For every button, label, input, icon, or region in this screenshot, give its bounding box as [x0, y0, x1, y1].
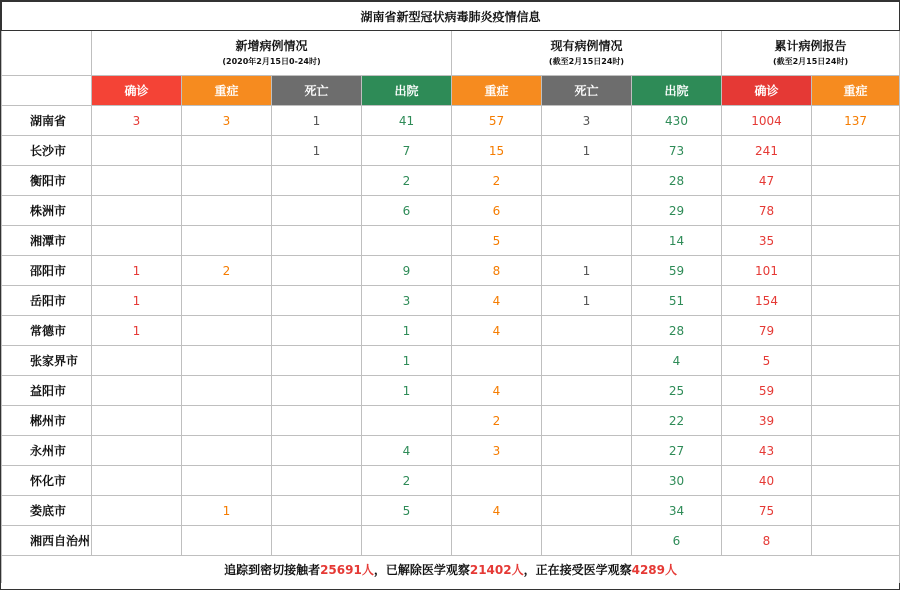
- city-name: 怀化市: [2, 466, 92, 496]
- group-title: 累计病例报告: [774, 39, 847, 53]
- data-cell: 430: [632, 106, 722, 136]
- data-cell: 57: [452, 106, 542, 136]
- column-header: 确诊: [92, 76, 182, 106]
- group-title: 新增病例情况: [235, 39, 308, 53]
- data-cell: [542, 376, 632, 406]
- data-cell: [272, 316, 362, 346]
- data-cell: [812, 256, 900, 286]
- data-cell: 2: [452, 406, 542, 436]
- data-cell: [182, 526, 272, 556]
- data-cell: 6: [452, 196, 542, 226]
- data-cell: [812, 436, 900, 466]
- data-cell: [272, 496, 362, 526]
- data-cell: [362, 526, 452, 556]
- data-cell: 1: [182, 496, 272, 526]
- data-cell: 2: [362, 466, 452, 496]
- city-name: 张家界市: [2, 346, 92, 376]
- group-subtitle: (截至2月15日24时): [772, 57, 849, 66]
- data-cell: 2: [362, 166, 452, 196]
- group-cumulative-cases: [722, 31, 900, 76]
- table-row: [2, 496, 900, 526]
- data-cell: 1: [92, 316, 182, 346]
- footer-number: 4289人: [631, 563, 678, 577]
- data-cell: 40: [722, 466, 812, 496]
- data-cell: [182, 136, 272, 166]
- data-cell: [272, 166, 362, 196]
- data-cell: [182, 346, 272, 376]
- data-cell: [182, 466, 272, 496]
- data-cell: [542, 496, 632, 526]
- table-row: [2, 526, 900, 556]
- city-name: 永州市: [2, 436, 92, 466]
- data-cell: 4: [632, 346, 722, 376]
- data-cell: [272, 226, 362, 256]
- data-cell: [182, 286, 272, 316]
- data-cell: [542, 166, 632, 196]
- data-cell: 3: [542, 106, 632, 136]
- city-name: 湘西自治州: [2, 526, 92, 556]
- data-cell: [182, 226, 272, 256]
- table-row: [2, 466, 900, 496]
- data-cell: 241: [722, 136, 812, 166]
- data-cell: [812, 406, 900, 436]
- data-cell: 51: [632, 286, 722, 316]
- city-name: 株洲市: [2, 196, 92, 226]
- data-cell: [542, 526, 632, 556]
- data-cell: [182, 196, 272, 226]
- data-cell: 5: [452, 226, 542, 256]
- column-header: 重症: [182, 76, 272, 106]
- data-cell: 1: [362, 346, 452, 376]
- data-cell: 2: [452, 166, 542, 196]
- footer-number: 25691人: [320, 563, 374, 577]
- city-name: 长沙市: [2, 136, 92, 166]
- data-cell: [542, 436, 632, 466]
- data-cell: 1: [92, 256, 182, 286]
- data-cell: [542, 196, 632, 226]
- data-cell: [362, 406, 452, 436]
- footer-text: 追踪到密切接触者: [224, 563, 321, 577]
- column-header: 出院: [632, 76, 722, 106]
- city-name: 邵阳市: [2, 256, 92, 286]
- data-cell: 1: [542, 286, 632, 316]
- data-cell: 27: [632, 436, 722, 466]
- data-cell: 28: [632, 316, 722, 346]
- data-cell: [92, 466, 182, 496]
- data-cell: 9: [362, 256, 452, 286]
- corner-cell: [2, 76, 92, 106]
- data-cell: [542, 406, 632, 436]
- data-cell: [92, 436, 182, 466]
- data-cell: [92, 166, 182, 196]
- data-cell: 59: [632, 256, 722, 286]
- data-cell: 1: [542, 256, 632, 286]
- column-header: 死亡: [272, 76, 362, 106]
- data-cell: [272, 376, 362, 406]
- corner-cell: [2, 31, 92, 76]
- city-name: 岳阳市: [2, 286, 92, 316]
- data-cell: [812, 286, 900, 316]
- data-cell: 1: [362, 316, 452, 346]
- data-cell: [272, 346, 362, 376]
- data-cell: 34: [632, 496, 722, 526]
- footer-summary: [2, 556, 900, 584]
- data-cell: 1004: [722, 106, 812, 136]
- table-row: [2, 166, 900, 196]
- epidemic-table: [1, 1, 900, 583]
- data-cell: [92, 346, 182, 376]
- data-cell: [542, 316, 632, 346]
- data-cell: 25: [632, 376, 722, 406]
- data-cell: 8: [452, 256, 542, 286]
- data-cell: 2: [182, 256, 272, 286]
- data-cell: [812, 376, 900, 406]
- data-cell: 1: [272, 106, 362, 136]
- data-cell: 59: [722, 376, 812, 406]
- city-name: 湖南省: [2, 106, 92, 136]
- data-cell: [272, 466, 362, 496]
- data-cell: 75: [722, 496, 812, 526]
- column-header: 重症: [812, 76, 900, 106]
- data-cell: 79: [722, 316, 812, 346]
- data-cell: 43: [722, 436, 812, 466]
- table-row: [2, 256, 900, 286]
- table-row: [2, 436, 900, 466]
- table-row: [2, 226, 900, 256]
- data-cell: [92, 226, 182, 256]
- data-cell: 15: [452, 136, 542, 166]
- data-cell: 1: [542, 136, 632, 166]
- data-cell: [92, 136, 182, 166]
- column-header: 确诊: [722, 76, 812, 106]
- data-cell: [812, 226, 900, 256]
- footer-text: ，已解除医学观察: [373, 563, 470, 577]
- data-cell: 30: [632, 466, 722, 496]
- data-cell: [452, 526, 542, 556]
- data-cell: [542, 226, 632, 256]
- data-cell: 3: [92, 106, 182, 136]
- data-cell: [92, 196, 182, 226]
- data-cell: [182, 316, 272, 346]
- data-cell: [812, 496, 900, 526]
- data-cell: 39: [722, 406, 812, 436]
- data-cell: 4: [452, 286, 542, 316]
- data-cell: 28: [632, 166, 722, 196]
- data-cell: [182, 436, 272, 466]
- data-cell: 5: [362, 496, 452, 526]
- data-cell: 137: [812, 106, 900, 136]
- city-name: 常德市: [2, 316, 92, 346]
- data-cell: [182, 166, 272, 196]
- data-cell: [272, 196, 362, 226]
- data-cell: [182, 376, 272, 406]
- data-cell: 8: [722, 526, 812, 556]
- city-name: 益阳市: [2, 376, 92, 406]
- data-cell: 4: [452, 376, 542, 406]
- data-cell: [272, 436, 362, 466]
- data-cell: [452, 466, 542, 496]
- group-title: 现有病例情况: [550, 39, 623, 53]
- data-cell: 41: [362, 106, 452, 136]
- data-cell: [812, 466, 900, 496]
- data-cell: [92, 406, 182, 436]
- city-name: 郴州市: [2, 406, 92, 436]
- data-cell: 3: [452, 436, 542, 466]
- table-title: 湖南省新型冠状病毒肺炎疫情信息: [2, 2, 900, 31]
- table-row: [2, 106, 900, 136]
- table-row: [2, 136, 900, 166]
- data-cell: 29: [632, 196, 722, 226]
- data-cell: [812, 196, 900, 226]
- data-cell: 5: [722, 346, 812, 376]
- data-cell: [92, 376, 182, 406]
- table-row: [2, 196, 900, 226]
- data-cell: [272, 256, 362, 286]
- data-cell: [542, 466, 632, 496]
- group-subtitle: (截至2月15日24时): [548, 57, 625, 66]
- data-cell: [92, 526, 182, 556]
- data-cell: 47: [722, 166, 812, 196]
- data-cell: 1: [362, 376, 452, 406]
- city-name: 湘潭市: [2, 226, 92, 256]
- data-cell: 6: [362, 196, 452, 226]
- group-current-cases: [452, 31, 722, 76]
- data-cell: 154: [722, 286, 812, 316]
- city-name: 娄底市: [2, 496, 92, 526]
- table-row: [2, 346, 900, 376]
- data-cell: 3: [182, 106, 272, 136]
- data-cell: [272, 406, 362, 436]
- data-cell: [362, 226, 452, 256]
- data-cell: 3: [362, 286, 452, 316]
- data-cell: 22: [632, 406, 722, 436]
- table-row: [2, 376, 900, 406]
- data-cell: 1: [272, 136, 362, 166]
- data-cell: 35: [722, 226, 812, 256]
- footer-number: 21402人: [469, 563, 524, 577]
- table-row: [2, 286, 900, 316]
- data-cell: [272, 526, 362, 556]
- data-cell: [182, 406, 272, 436]
- data-cell: 101: [722, 256, 812, 286]
- data-cell: [812, 346, 900, 376]
- data-cell: 4: [362, 436, 452, 466]
- data-cell: 14: [632, 226, 722, 256]
- data-cell: [812, 316, 900, 346]
- data-cell: [92, 496, 182, 526]
- table-row: [2, 316, 900, 346]
- city-name: 衡阳市: [2, 166, 92, 196]
- data-cell: 7: [362, 136, 452, 166]
- data-cell: [812, 136, 900, 166]
- data-cell: 1: [92, 286, 182, 316]
- data-cell: [812, 526, 900, 556]
- data-cell: [452, 346, 542, 376]
- column-header: 死亡: [542, 76, 632, 106]
- group-new-cases: [92, 31, 452, 76]
- data-cell: 4: [452, 496, 542, 526]
- data-cell: 73: [632, 136, 722, 166]
- footer-text: ，正在接受医学观察: [523, 563, 632, 577]
- table-row: [2, 406, 900, 436]
- column-header: 重症: [452, 76, 542, 106]
- data-cell: 6: [632, 526, 722, 556]
- data-cell: 78: [722, 196, 812, 226]
- data-cell: 4: [452, 316, 542, 346]
- data-cell: [272, 286, 362, 316]
- data-cell: [542, 346, 632, 376]
- data-cell: [812, 166, 900, 196]
- column-header: 出院: [362, 76, 452, 106]
- group-subtitle: (2020年2月15日0-24时): [222, 57, 321, 66]
